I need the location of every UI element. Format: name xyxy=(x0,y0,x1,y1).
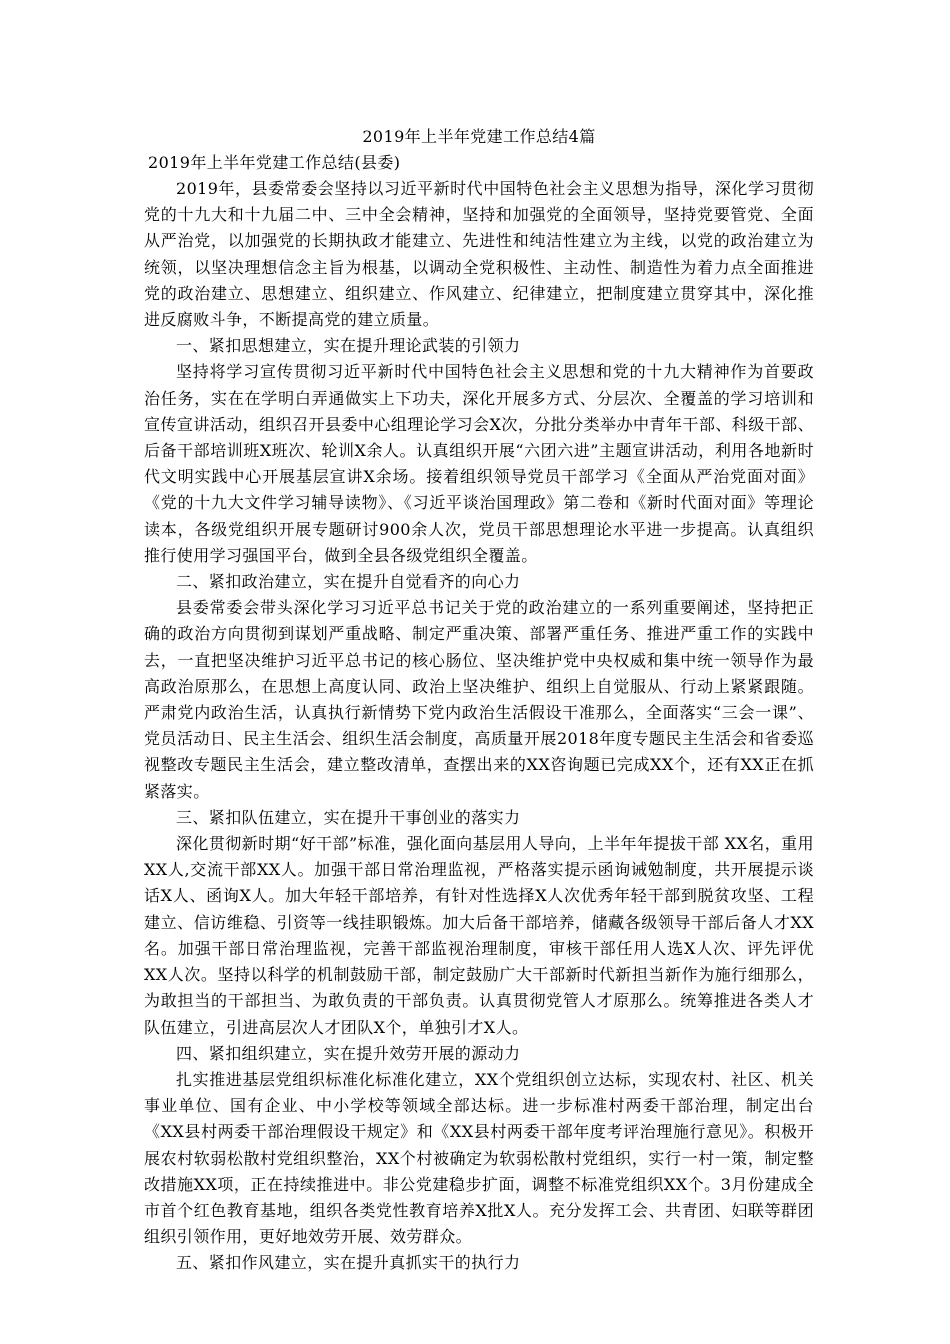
document-page xyxy=(144,124,814,1277)
section-paragraph-cadres: 深化贯彻新时期“好干部”标准，强化面向基层用人导向，上半年年提拔干部 XX名，重用XX人,交流干部XX人。加强干部日常治理监视，严格落实提示函询诫勉制度，共开展提示谈话X人、函询X人。加大年轻干部培养，有针对性选择X人次优秀年轻干部到脱贫攻坚、工程建立、信访维稳、引资等一线挂职锻炼。加大后备干部培养，储藏各级领导干部后备人才XX名。加强干部日常治理监视，完善干部监视治理制度，审核干部任用人选X人次、评先评优XX人次。坚持以科学的机制鼓励干部，制定鼓励广大干部新时代新担当新作为施行细那么，为敢担当的干部担当、为敢负责的干部负责。认真贯彻党管人才原那么。统筹推进各类人才队伍建立，引进高层次人才团队X个，单独引才X人。 xyxy=(144,834,814,1037)
document-title: 2019年上半年党建工作总结4篇 xyxy=(362,127,596,146)
intro-paragraph: 2019年，县委常委会坚持以习近平新时代中国特色社会主义思想为指导，深化学习贯彻党的十九大和十九届二中、三中全会精神，坚持和加强党的全面领导，坚持党要管党、全面从严治党，以加强党的长期执政才能建立、先进性和纯洁性建立为主线，以党的政治建立为统领，以坚决理想信念主旨为根基，以调动全党积极性、主动性、制造性为着力点全面推进党的政治建立、思想建立、组织建立、作风建立、纪律建立，把制度建立贯穿其中，深化推进反腐败斗争，不断提高党的建立质量。 xyxy=(144,179,814,330)
document-subtitle: 2019年上半年党建工作总结(县委) xyxy=(148,153,401,172)
section-paragraph-ideology: 坚持将学习宣传贯彻习近平新时代中国特色社会主义思想和党的十九大精神作为首要政治任务，实在在学明白弄通做实上下功夫，深化开展多方式、分层次、全覆盖的学习培训和宣传宣讲活动，组织召开县委中心组理论学习会X次，分批分类举办中青年干部、科级干部、后备干部培训班X班次、轮训X余人。认真组织开展“六团六进”主题宣讲活动，利用各地新时代文明实践中心开展基层宣讲X余场。接着组织领导党员干部学习《全面从严治党面对面》《党的十九大文件学习辅导读物》、《习近平谈治国理政》第二卷和《新时代面对面》等理论读本，各级党组织开展专题研讨900余人次，党员干部思想理论水平进一步提高。认真组织推行使用学习强国平台，做到全县各级党组织全覆盖。 xyxy=(144,362,814,565)
section-heading-ideology: 一、紧扣思想建立，实在提升理论武装的引领力 xyxy=(176,336,521,356)
section-heading-cadres: 三、紧扣队伍建立，实在提升干事创业的落实力 xyxy=(176,807,521,827)
section-heading-organization: 四、紧扣组织建立，实在提升效劳开展的源动力 xyxy=(176,1043,521,1063)
section-paragraph-politics: 县委常委会带头深化学习习近平总书记关于党的政治建立的一系列重要阐述，坚持把正确的政治方向贯彻到谋划严重战略、制定严重决策、部署严重任务、推进严重工作的实践中去，一直把坚决维护习近平总书记的核心肠位、坚决维护党中央权威和集中统一领导作为最高政治原那么，在思想上高度认同、政治上坚决维护、组织上自觉服从、行动上紧紧跟随。严肃党内政治生活，认真执行新情势下党内政治生活假设干准那么，全面落实“三会一课”、党员活动日、民主生活会、组织生活会制度，高质量开展2018年度专题民主生活会和省委巡视整改专题民主生活会，建立整改清单，查摆出来的XX咨询题已完成XX个，还有XX正在抓紧落实。 xyxy=(144,598,814,801)
section-heading-style: 五、紧扣作风建立，实在提升真抓实干的执行力 xyxy=(176,1253,521,1273)
section-paragraph-organization: 扎实推进基层党组织标准化标准化建立，XX个党组织创立达标，实现农村、社区、机关事业单位、国有企业、中小学校等领域全部达标。进一步标准村两委干部治理，制定出台《XX县村两委干部治理假设干规定》和《XX县村两委干部年度考评治理施行意见》。积极开展农村软弱松散村党组织整治，XX个村被确定为软弱松散村党组织，实行一村一策，制定整改措施XX项，正在持续推进中。非公党建稳步扩面，调整不标准党组织XX个。3月份建成全市首个红色教育基地，组织各类党性教育培养X批X人。充分发挥工会、共青团、妇联等群团组织引领作用，更好地效劳开展、效劳群众。 xyxy=(144,1069,814,1247)
section-heading-politics: 二、紧扣政治建立，实在提升自觉看齐的向心力 xyxy=(176,572,521,592)
